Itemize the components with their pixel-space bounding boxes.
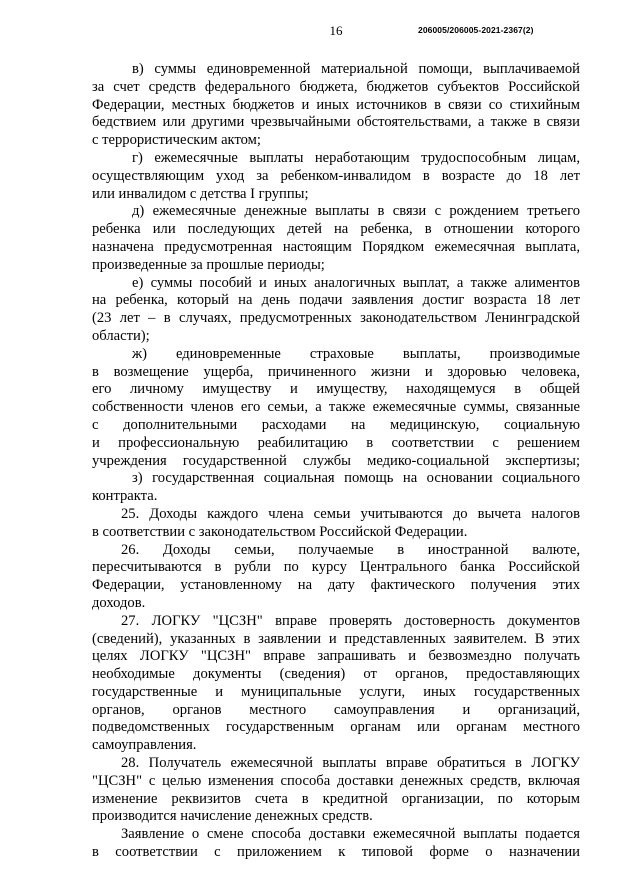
text-line: учреждения государственной службы медико-социальной экспертизы;: [92, 452, 580, 469]
text-line: собственности членов его семьи, а также ежемесячные суммы, связанные: [92, 399, 580, 416]
text-line: е) суммы пособий и иных аналогичных выплат, а также алиментов: [132, 274, 580, 291]
text-line: за счет средств федерального бюджета, бюджетов субъектов Российской: [92, 78, 580, 95]
text-line: необходимые документы (сведения) от органов, предоставляющих: [92, 666, 580, 683]
text-line: в возмещение ущерба, причиненного жизни и здоровью человека,: [92, 363, 580, 380]
text-line: органов, органов местного самоуправления и организаций,: [92, 701, 580, 718]
text-line: (23 лет – в случаях, предусмотренных законодательством Ленинградской: [92, 310, 580, 327]
text-line: с дополнительными расходами на медицинскую, социальную: [92, 416, 580, 433]
text-line: государственные и муниципальные услуги, иных государственных: [92, 683, 580, 700]
document-id: 206005/206005-2021-2367(2): [418, 25, 534, 35]
text-line: производится начисление денежных средств.: [92, 808, 373, 825]
text-line: самоуправления.: [92, 737, 197, 754]
text-line: доходов.: [92, 594, 146, 611]
text-line: назначена предусмотренная настоящим Порядком ежемесячная выплата,: [92, 238, 580, 255]
text-line: его личному имуществу и имуществу, находящемуся в общей: [92, 381, 580, 398]
text-line: Федерации, местных бюджетов и иных источников в связи со стихийным: [92, 96, 580, 113]
text-line: и профессиональную реабилитацию в соответствии с решением: [92, 434, 580, 451]
text-line: д) ежемесячные денежные выплаты в связи с рождением третьего: [132, 203, 580, 220]
text-line: в соответствии с приложением к типовой форме о назначении: [92, 844, 580, 861]
text-line: 25. Доходы каждого члена семьи учитываются до вычета налогов: [121, 505, 580, 522]
text-line: на ребенка, который на день подачи заявления достиг возраста 18 лет: [92, 292, 580, 309]
page-number: 16: [329, 23, 343, 38]
text-line: или инвалидом с детства I группы;: [92, 185, 309, 202]
text-line: Заявление о смене способа доставки ежемесячной выплаты подается: [121, 826, 580, 843]
text-line: бедствием или другими чрезвычайными обстоятельствами, а также в связи: [92, 114, 580, 131]
text-line: области);: [92, 327, 150, 344]
text-line: подведомственных государственным органам или органам местного: [92, 719, 580, 736]
text-line: контракта.: [92, 488, 158, 505]
text-line: изменение реквизитов счета в кредитной организации, по которым: [92, 790, 580, 807]
text-line: целях ЛОГКУ "ЦСЗН" вправе запрашивать и безвозмездно получать: [92, 648, 580, 665]
text-line: 28. Получатель ежемесячной выплаты вправе обратиться в ЛОГКУ: [121, 755, 580, 772]
text-line: з) государственная социальная помощь на основании социального: [132, 470, 580, 487]
text-line: в соответствии с законодательством Российской Федерации.: [92, 523, 468, 540]
text-line: г) ежемесячные выплаты неработающим трудоспособным лицам,: [132, 149, 580, 166]
text-line: (сведений), указанных в заявлении и представленных заявителем. В этих: [92, 630, 580, 647]
text-line: 27. ЛОГКУ "ЦСЗН" вправе проверять достоверность документов: [121, 612, 580, 629]
text-line: осуществляющим уход за ребенком-инвалидом в возрасте до 18 лет: [92, 167, 580, 184]
document-body: [92, 61, 580, 862]
text-line: ж) единовременные страховые выплаты, производимые: [132, 345, 580, 362]
text-line: ребенка или последующих детей на ребенка, в отношении которого: [92, 221, 580, 238]
text-line: с террористическим актом;: [92, 132, 261, 149]
text-line: в) суммы единовременной материальной помощи, выплачиваемой: [132, 61, 580, 77]
text-line: "ЦСЗН" с целью изменения способа доставки денежных средств, включая: [92, 772, 580, 789]
text-line: 26. Доходы семьи, получаемые в иностранной валюте,: [121, 541, 580, 558]
text-line: произведенные за прошлые периоды;: [92, 256, 325, 273]
text-line: пересчитываются в рубли по курсу Центрального банка Российской: [92, 559, 580, 576]
text-line: Федерации, установленному на дату фактического получения этих: [92, 577, 580, 594]
